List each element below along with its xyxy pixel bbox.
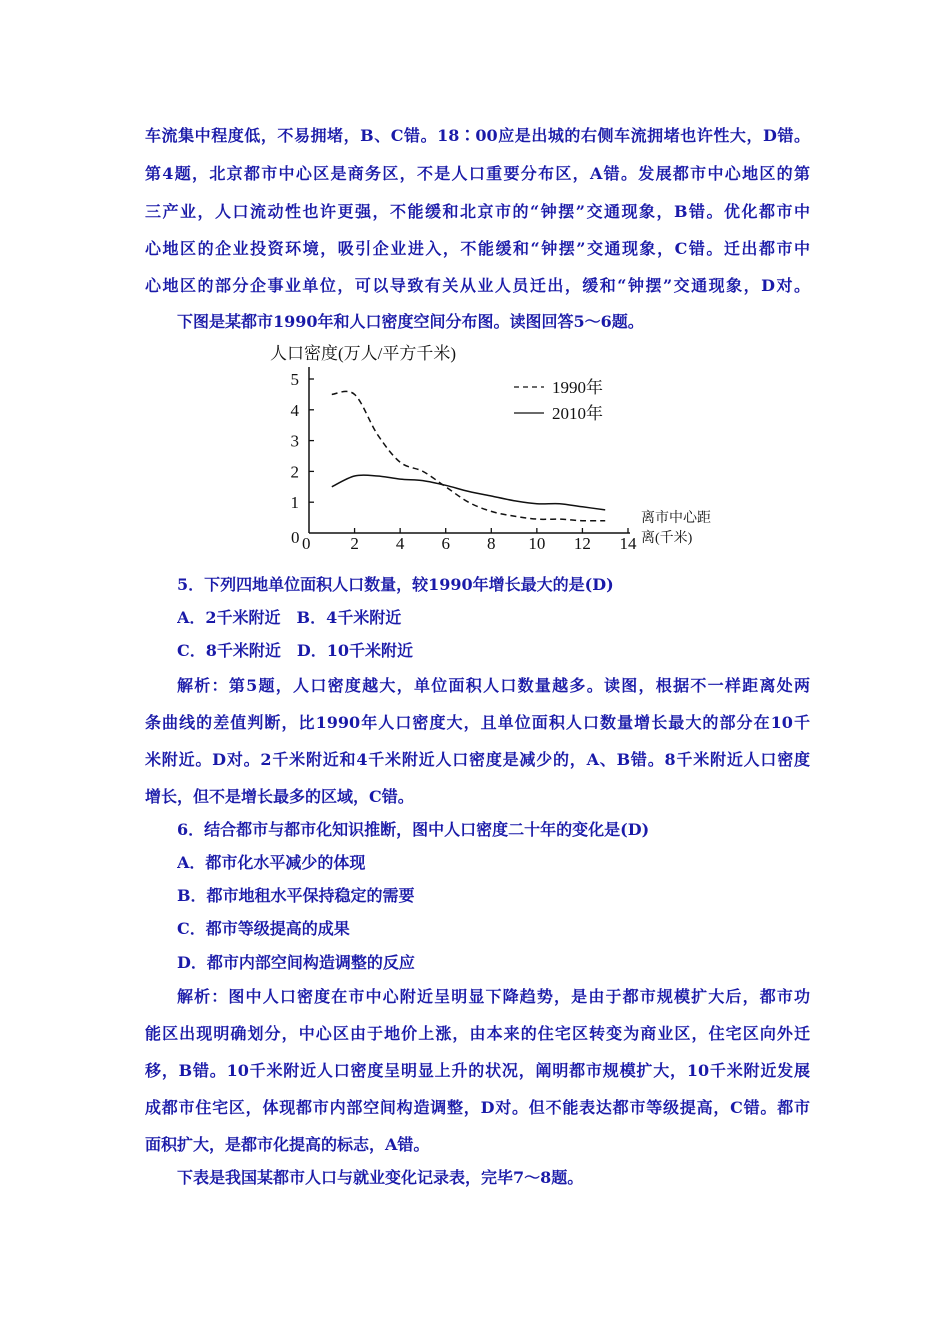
q6-analysis-line: 成都市住宅区，体现都市内部空间构造调整，D对。但不能表达都市等级提高，C错。都市 (145, 1098, 810, 1117)
population-density-chart (262, 335, 722, 560)
x-tick-label: 14 (619, 534, 637, 553)
q6-analysis-line: 面积扩大，是都市化提高的标志，A错。 (145, 1135, 430, 1154)
q6-analysis-line: 能区出现明确划分，中心区由于地价上涨，由本来的住宅区转变为商业区，住宅区向外迁 (145, 1024, 810, 1043)
q6-analysis-line: 移，B错。10千米附近人口密度呈明显上升的状况，阐明都市规模扩大，10千米附近发展 (145, 1061, 810, 1080)
x-axis-label-line2: 离(千米) (641, 531, 693, 546)
q6-stem: 6．结合都市与都市化知识推断，图中人口密度二十年的变化是(D) (177, 820, 650, 839)
q6-analysis-line: 解析：图中人口密度在市中心附近呈明显下降趋势，是由于都市规模扩大后，都市功 (177, 987, 810, 1006)
y-tick-label: 1 (290, 493, 299, 513)
text-line: 心地区的部分企事业单位，可以导致有关从业人员迁出，缓和“钟摆”交通现象，D对。 (145, 276, 810, 295)
q6-option-d: D．都市内部空间构造调整的反应 (177, 953, 415, 972)
text-line: 心地区的企业投资环境，吸引企业进入，不能缓和“钟摆”交通现象，C错。迁出都市中 (145, 239, 810, 258)
x-tick-label: 6 (441, 534, 450, 553)
text-line: 第4题，北京都市中心区是商务区，不是人口重要分布区，A错。发展都市中心地区的第 (145, 164, 810, 183)
table-intro-line: 下表是我国某都市人口与就业变化记录表，完毕7～8题。 (177, 1168, 584, 1187)
q6-option-a: A．都市化水平减少的体现 (177, 853, 366, 872)
x-ticks (350, 528, 637, 553)
q6-option-c: C．都市等级提高的成果 (177, 919, 350, 938)
x-tick-label: 4 (395, 534, 405, 553)
legend-label-2010: 2010年 (552, 404, 603, 423)
q5-analysis-line: 增长，但不是增长最多的区域，C错。 (145, 787, 414, 806)
y-ticks (291, 370, 315, 512)
y-axis-label: 人口密度(万人/平方千米) (270, 344, 457, 363)
chart-legend (514, 377, 603, 423)
text-line: 三产业，人口流动性也许更强，不能缓和北京市的“钟摆”交通现象，B错。优化都市中 (145, 202, 810, 221)
x-tick-label: 8 (487, 534, 496, 553)
chart-intro-line: 下图是某都市1990年和人口密度空间分布图。读图回答5～6题。 (177, 312, 644, 331)
q5-options-cd: C．8千米附近 D．10千米附近 (177, 641, 414, 660)
series-line-2010 (332, 475, 605, 510)
y-tick-label: 2 (290, 462, 299, 482)
q6-option-b: B．都市地租水平保持稳定的需要 (177, 886, 415, 905)
legend-label-1990: 1990年 (552, 378, 603, 397)
y-tick-label: 4 (290, 400, 299, 420)
x-tick-label: 12 (573, 534, 591, 553)
y-tick-label: 3 (290, 431, 299, 451)
q5-stem: 5．下列四地单位面积人口数量，较1990年增长最大的是(D) (177, 575, 614, 594)
q5-options-ab: A．2千米附近 B．4千米附近 (177, 608, 402, 627)
q5-analysis-line: 解析：第5题，人口密度越大，单位面积人口数量越多。读图，根据不一样距离处两 (177, 676, 810, 695)
q5-analysis-line: 条曲线的差值判断，比1990年人口密度大，且单位面积人口数量增长最大的部分在10千 (145, 713, 810, 732)
x-tick-label: 2 (350, 534, 359, 553)
x-tick-label: 10 (528, 534, 546, 553)
y-tick-label: 5 (290, 370, 299, 389)
x-axis-label-line1: 离市中心距 (641, 511, 711, 526)
x-origin-label: 0 (302, 534, 311, 553)
text-line: 车流集中程度低，不易拥堵，B、C错。18∶00应是出城的右侧车流拥堵也许性大，D错。 (145, 126, 810, 145)
origin-label: 0 (291, 528, 300, 547)
q5-analysis-line: 米附近。D对。2千米附近和4千米附近人口密度是减少的，A、B错。8千米附近人口密度 (145, 750, 810, 769)
